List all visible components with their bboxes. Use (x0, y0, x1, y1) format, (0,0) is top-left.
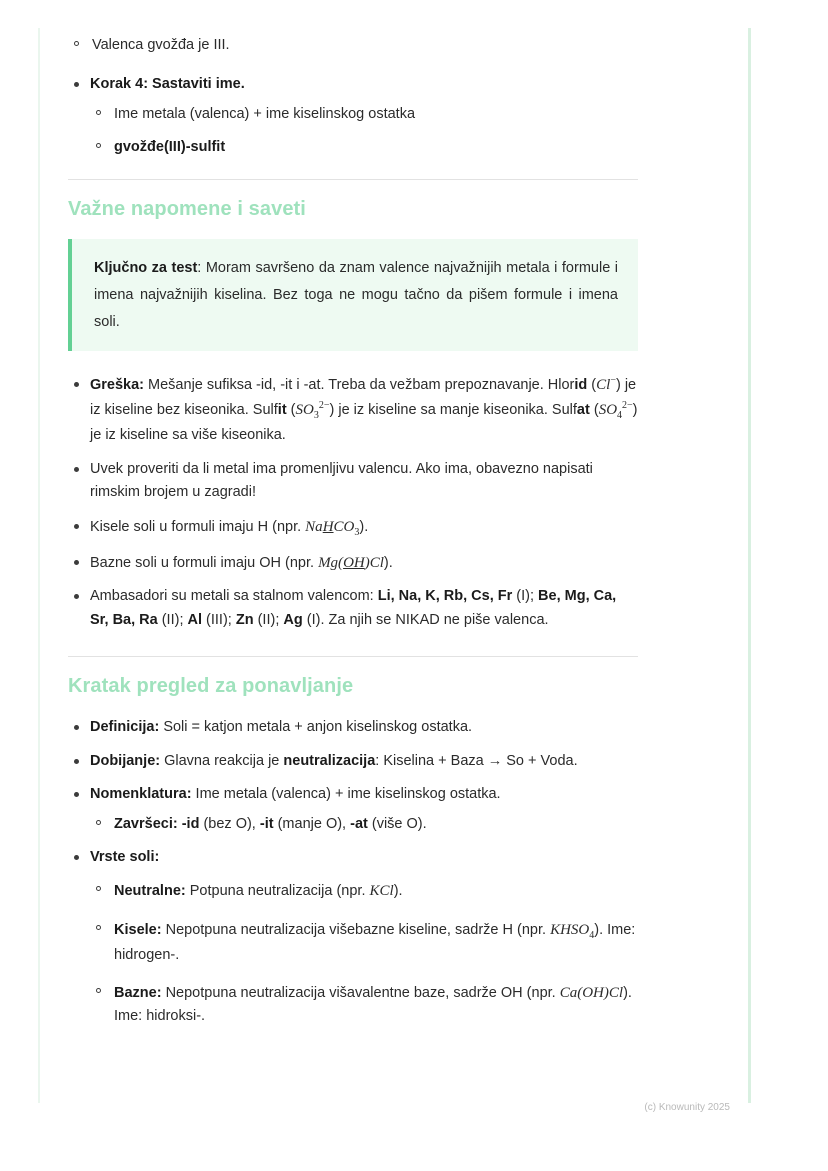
ambasadori-text-4: (III); (202, 611, 236, 628)
suffix-at: at (576, 401, 590, 418)
bazne-label: Bazne: (114, 984, 162, 1001)
greska-text-5: ) je iz kiseline sa manje kiseonika. Sulf (329, 401, 577, 418)
kisele-soli-text-2: ). (359, 518, 369, 535)
suffix-id: id (574, 377, 588, 394)
neutralne-text-2: ). (393, 883, 403, 900)
dobijanje-text-2: : Kiselina + Baza → So + Voda. (375, 752, 578, 769)
valenca-text: Valenca gvožđa je III. (92, 37, 230, 53)
definicija-label: Definicija: (90, 719, 160, 736)
bazne-soli-text-2: ). (383, 554, 393, 571)
greska-text-7: ) je iz kiseline sa više kiseonika. (90, 401, 638, 444)
metals-group-1: Li, Na, K, Rb, Cs, Fr (377, 588, 513, 605)
zavrseci-text-4: (više O). (367, 815, 427, 832)
ambasadori-text-3: (II); (157, 611, 188, 628)
metals-group-3: Al (187, 611, 203, 628)
formula-khso4: $KHSO_4$ (550, 921, 595, 941)
valencija-text: Uvek proveriti da li metal ima promenljivu valencu. Ako ima, obavezno napisati rimskim brojem u zagradi! (90, 460, 593, 501)
bazne-text-1: Nepotpuna neutralizacija višavalentne baze, sadrže OH (npr. (161, 984, 560, 1001)
zavrsetak-at: -at (350, 815, 368, 832)
metals-group-2: Be, Mg, Ca, Sr, Ba, Ra (90, 588, 617, 628)
zavrsetak-id: -id (181, 815, 200, 832)
formula-mgohcl: Mg(OH)Cl (318, 554, 384, 571)
ambasadori-text-1: Ambasadori su metali sa stalnom valencom: (90, 588, 378, 605)
nomenklatura-text: Ime metala (valenca) + ime kiselinskog ostatka. (191, 786, 501, 803)
ambasadori-text-5: (II); (253, 611, 284, 628)
greska-text-2: ( (587, 377, 597, 394)
neutralne-label: Neutralne: (114, 883, 186, 900)
definicija-text: Soli = katjon metala + anjon kiselinskog ostatka. (159, 719, 473, 736)
zavrseci-label: Završeci: (114, 815, 178, 832)
callout-text: : Moram savršeno da znam valence najvažnijih metala i formule i imena najvažnijih kiselina. Bez toga ne mogu tačno da pišem formule i imena soli. (94, 260, 618, 330)
zavrsetak-it: -it (259, 815, 274, 832)
vrste-soli-label: Vrste soli: (90, 848, 160, 865)
dobijanje-text-1: Glavna reakcija je (160, 752, 284, 769)
bazne-text-2: ). Ime: hidroksi-. (114, 984, 632, 1024)
formula-caohcl: Ca(OH)Cl (559, 984, 624, 1001)
bazne-soli-text-1: Bazne soli u formuli imaju OH (npr. (90, 554, 319, 571)
kisele-soli-text-1: Kisele soli u formuli imaju H (npr. (90, 518, 306, 535)
suffix-it: it (277, 401, 287, 418)
nomenklatura-label: Nomenklatura: (90, 786, 192, 803)
ambasadori-text-2: (I); (512, 588, 539, 605)
formula-sulfate: $SO_4^{2-}$ (598, 399, 633, 421)
formula-kcl: KCl (369, 883, 394, 900)
neutralizacija-bold: neutralizacija (283, 752, 376, 769)
formula-nahco3: NaHCO$_3$ (305, 518, 360, 538)
formula-sulfite: $SO_3^{2-}$ (295, 399, 330, 421)
greska-text-1: Mešanje sufiksa -id, -it i -at. Treba da vežbam prepoznavanje. Hlor (144, 377, 575, 394)
callout-lead: Ključno za test (94, 260, 198, 277)
formula-chloride: Cl− (596, 375, 616, 394)
metals-group-5: Ag (283, 611, 303, 628)
greska-text-4: ( (286, 401, 296, 418)
greska-text-3: ) je iz kiseline bez kiseonika. Sulf (90, 377, 637, 418)
section-title-summary: Kratak pregled za ponavljanje (68, 675, 354, 698)
zavrseci-text-2: (bez O), (199, 815, 260, 832)
korak4-label: Korak 4: Sastaviti ime. (90, 76, 245, 93)
neutralne-text-1: Potpuna neutralizacija (npr. (185, 883, 370, 900)
kisele-text-1: Nepotpuna neutralizacija višebazne kiseline, sadrže H (npr. (161, 921, 551, 938)
greska-label: Greška: (90, 377, 145, 394)
zavrseci-text-3: (manje O), (273, 815, 351, 832)
kisele-text-2: ). Ime: hidrogen-. (114, 921, 636, 963)
footer-copyright: (c) Knowunity 2025 (644, 1102, 730, 1113)
korak4-sub2: gvožđe(III)-sulfit (114, 138, 226, 155)
ambasadori-text-6: (I). Za njih se NIKAD ne piše valenca. (302, 611, 549, 628)
metals-group-4: Zn (235, 611, 254, 628)
korak4-sub1: Ime metala (valenca) + ime kiselinskog ostatka (114, 105, 416, 122)
greska-text-6: ( (589, 401, 599, 418)
section-title-notes: Važne napomene i saveti (68, 198, 306, 221)
dobijanje-label: Dobijanje: (90, 752, 161, 769)
kisele-label: Kisele: (114, 921, 162, 938)
